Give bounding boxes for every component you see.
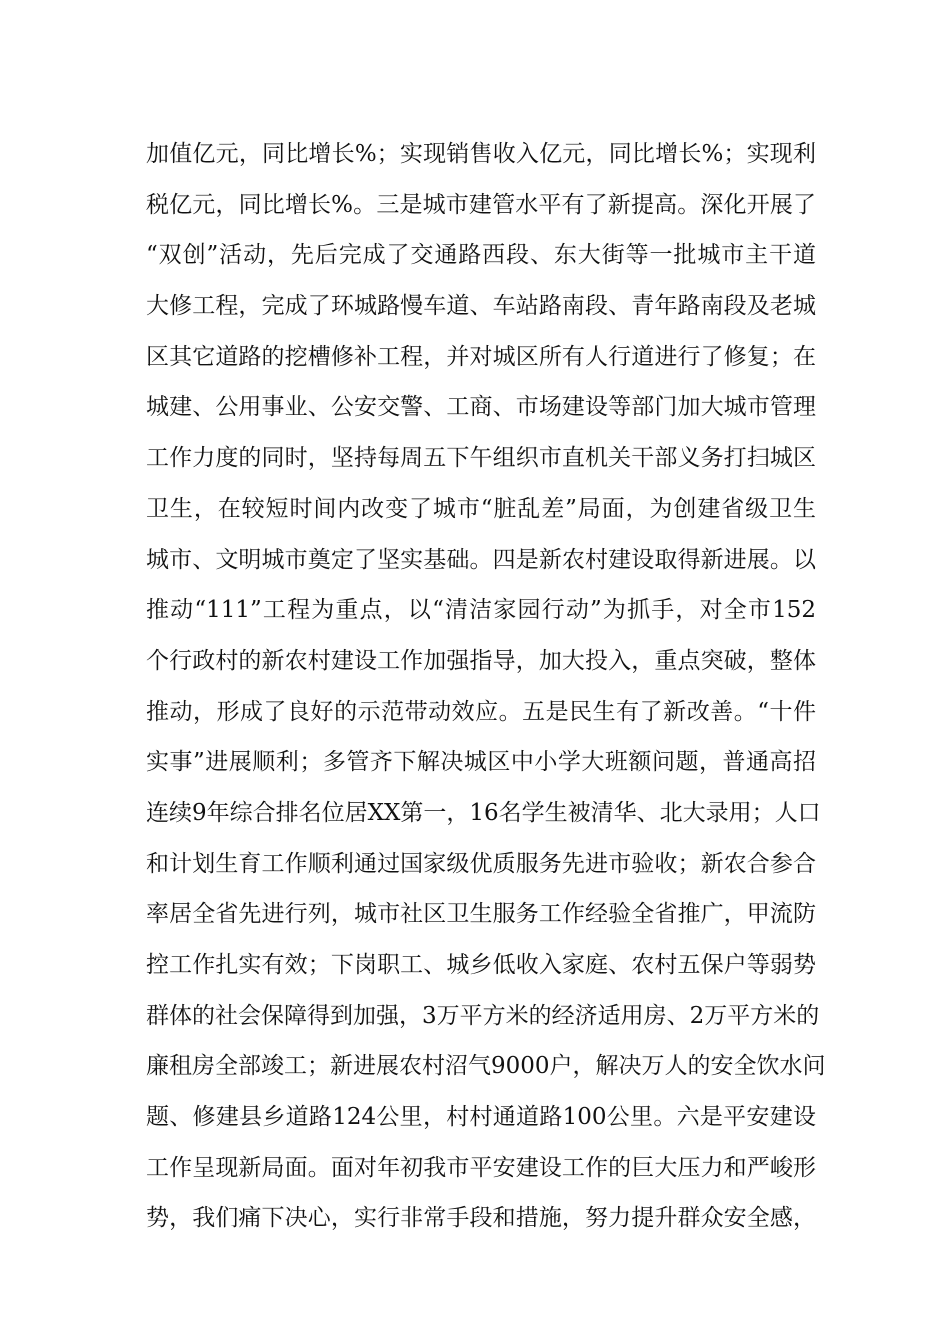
text-line: 大修工程，完成了环城路慢车道、车站路南段、青年路南段及老城 <box>146 293 816 320</box>
text-line: 率居全省先进行列，城市社区卫生服务工作经验全省推广，甲流防 <box>146 901 816 928</box>
text-line: 和计划生育工作顺利通过国家级优质服务先进市验收；新农合参合 <box>146 850 816 877</box>
text-line: “双创”活动，先后完成了交通路西段、东大街等一批城市主干道 <box>146 242 816 269</box>
text-line: 实事”进展顺利；多管齐下解决城区中小学大班额问题，普通高招 <box>146 749 816 776</box>
text-line: 推动，形成了良好的示范带动效应。五是民生有了新改善。“十件 <box>146 698 816 725</box>
text-line: 税亿元，同比增长%。三是城市建管水平有了新提高。深化开展了 <box>146 191 816 218</box>
text-line: 个行政村的新农村建设工作加强指导，加大投入，重点突破，整体 <box>146 647 816 674</box>
text-line: 题、修建县乡道路124公里，村村通道路100公里。六是平安建设 <box>146 1104 816 1131</box>
text-line: 区其它道路的挖槽修补工程，并对城区所有人行道进行了修复；在 <box>146 343 816 370</box>
text-line: 群体的社会保障得到加强，3万平方米的经济适用房、2万平方米的 <box>146 1002 820 1029</box>
body-paragraph <box>146 129 826 1244</box>
text-line: 廉租房全部竣工；新进展农村沼气9000户，解决万人的安全饮水问 <box>146 1053 826 1080</box>
text-line: 工作力度的同时，坚持每周五下午组织市直机关干部义务打扫城区 <box>146 445 816 472</box>
text-line: 城市、文明城市奠定了坚实基础。四是新农村建设取得新进展。以 <box>146 546 816 573</box>
text-line: 工作呈现新局面。面对年初我市平安建设工作的巨大压力和严峻形 <box>146 1154 816 1181</box>
text-line: 加值亿元，同比增长%；实现销售收入亿元，同比增长%；实现利 <box>146 141 816 167</box>
text-line: 连续9年综合排名位居XX第一，16名学生被清华、北大录用；人口 <box>146 799 821 826</box>
text-line: 势，我们痛下决心，实行非常手段和措施，努力提升群众安全感， <box>146 1205 816 1232</box>
text-line: 控工作扎实有效；下岗职工、城乡低收入家庭、农村五保户等弱势 <box>146 952 816 978</box>
text-line: 推动“111”工程为重点，以“清洁家园行动”为抓手，对全市152 <box>146 597 816 624</box>
text-line: 卫生，在较短时间内改变了城市“脏乱差”局面，为创建省级卫生 <box>146 495 816 522</box>
text-line: 城建、公用事业、公安交警、工商、市场建设等部门加大城市管理 <box>146 394 816 421</box>
